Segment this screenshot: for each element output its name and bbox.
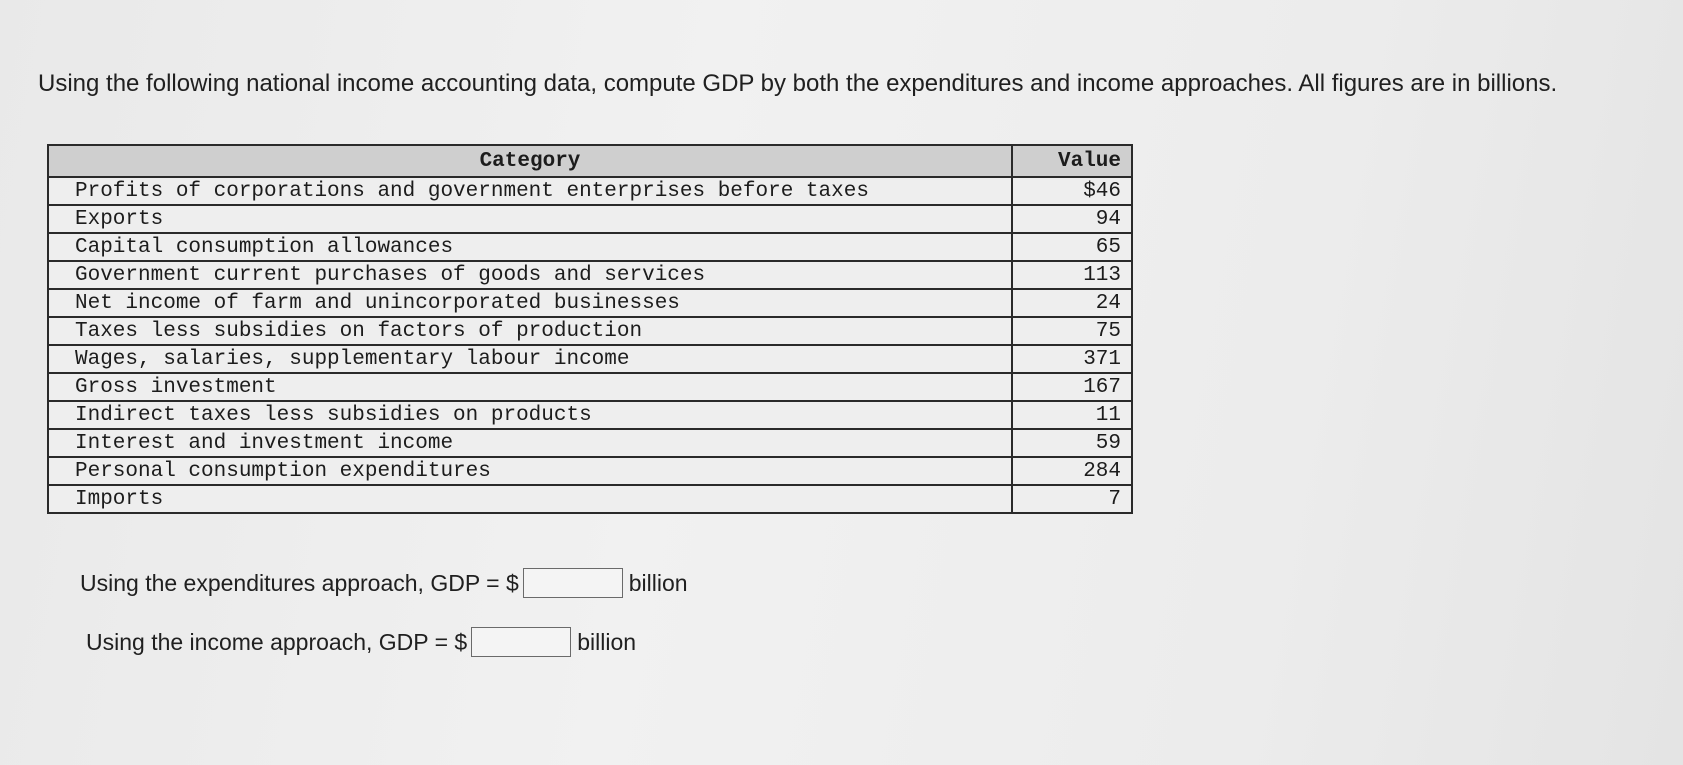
table-header-row [48, 145, 1132, 177]
expenditures-gdp-input[interactable] [523, 568, 623, 598]
expenditures-answer-line [80, 568, 688, 598]
table-row [48, 401, 1132, 429]
value-column-header: Value [1012, 145, 1132, 177]
row-category: Wages, salaries, supplementary labour income [48, 345, 1012, 373]
row-category: Gross investment [48, 373, 1012, 401]
row-value: 284 [1012, 457, 1132, 485]
row-category: Taxes less subsidies on factors of production [48, 317, 1012, 345]
table-row [48, 289, 1132, 317]
table-row [48, 177, 1132, 205]
question-text: Using the following national income accounting data, compute GDP by both the expenditures and income approaches. All figures are in billions. [38, 70, 1558, 97]
table-row [48, 429, 1132, 457]
row-value: 94 [1012, 205, 1132, 233]
table-row [48, 261, 1132, 289]
row-category: Interest and investment income [48, 429, 1012, 457]
income-answer-line [86, 627, 636, 657]
row-category: Government current purchases of goods and services [48, 261, 1012, 289]
row-category: Indirect taxes less subsidies on products [48, 401, 1012, 429]
income-data-table [47, 144, 1133, 514]
row-value: 65 [1012, 233, 1132, 261]
row-category: Personal consumption expenditures [48, 457, 1012, 485]
income-prompt-label: Using the income approach, GDP = $ [86, 628, 468, 655]
table-row [48, 233, 1132, 261]
row-value: 75 [1012, 317, 1132, 345]
row-value: 7 [1012, 485, 1132, 513]
category-column-header: Category [48, 145, 1012, 177]
table-row [48, 317, 1132, 345]
expenditures-prompt-label: Using the expenditures approach, GDP = $ [80, 569, 519, 596]
row-value: 11 [1012, 401, 1132, 429]
table-row [48, 457, 1132, 485]
row-category: Net income of farm and unincorporated businesses [48, 289, 1012, 317]
income-gdp-input[interactable] [471, 627, 571, 657]
table-row [48, 373, 1132, 401]
row-value: 59 [1012, 429, 1132, 457]
row-value: 113 [1012, 261, 1132, 289]
row-value: 167 [1012, 373, 1132, 401]
row-value: 24 [1012, 289, 1132, 317]
expenditures-unit-label: billion [628, 569, 688, 596]
table-row [48, 345, 1132, 373]
row-category: Exports [48, 205, 1012, 233]
row-category: Imports [48, 485, 1012, 513]
income-unit-label: billion [577, 628, 637, 655]
row-category: Capital consumption allowances [48, 233, 1012, 261]
table-row [48, 205, 1132, 233]
row-value: 371 [1012, 345, 1132, 373]
row-category: Profits of corporations and government enterprises before taxes [48, 177, 1012, 205]
row-value: $46 [1012, 177, 1132, 205]
table-row [48, 485, 1132, 513]
